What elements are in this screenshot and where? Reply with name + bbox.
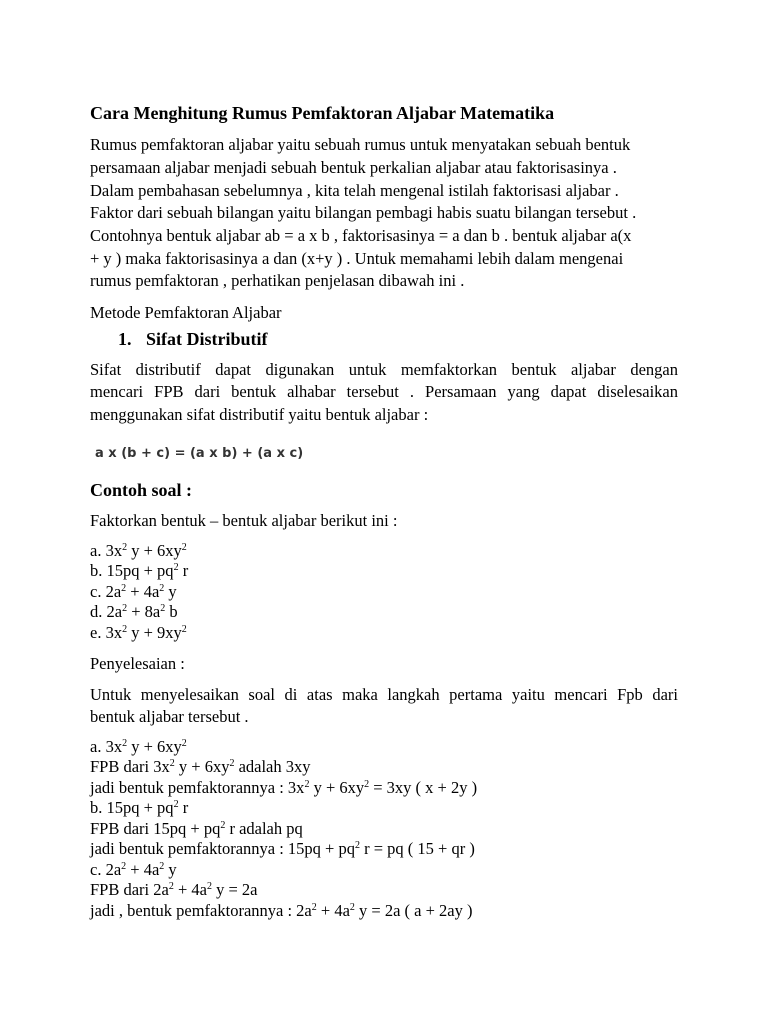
expr-text: + 4a xyxy=(173,880,207,899)
expr-text: jadi bentuk pemfaktorannya : 15pq + pq xyxy=(90,839,355,858)
expr-text: y + 6xy xyxy=(127,541,182,560)
exponent: 2 xyxy=(206,881,212,892)
exponent: 2 xyxy=(311,902,317,913)
exponent: 2 xyxy=(173,799,179,810)
exponent: 2 xyxy=(159,583,165,594)
exponent: 2 xyxy=(173,562,179,573)
expr-text: b. 15pq + pq xyxy=(90,561,174,580)
solution-line xyxy=(90,880,258,900)
expr-text: a. 3x xyxy=(90,737,123,756)
section-number: 1. xyxy=(118,329,132,349)
problem-item xyxy=(90,602,178,622)
problem-item xyxy=(90,561,188,581)
solution-line xyxy=(90,819,303,839)
intro-line: Faktor dari sebuah bilangan yaitu bilangan pembagi habis suatu bilangan tersebut . xyxy=(90,203,637,222)
expr-text: b. 15pq + pq xyxy=(90,798,174,817)
intro-line: Contohnya bentuk aljabar ab = a x b , faktorisasinya = a dan b . bentuk aljabar a(x xyxy=(90,226,632,245)
expr-text: + 8a xyxy=(127,602,161,621)
exponent: 2 xyxy=(181,542,187,553)
instruction-text: Faktorkan bentuk – bentuk aljabar berikut ini : xyxy=(90,511,398,530)
expr-text: FPB dari 3x xyxy=(90,757,170,776)
method-heading: Metode Pemfaktoran Aljabar xyxy=(90,303,282,322)
expr-text: jadi bentuk pemfaktorannya : 3x xyxy=(90,778,305,797)
expr-text: y = 2a ( a + 2ay ) xyxy=(354,901,473,920)
problem-item xyxy=(90,582,177,602)
solution-line xyxy=(90,839,475,859)
exponent: 2 xyxy=(160,603,166,614)
expr-text: e. 3x xyxy=(90,623,123,642)
exponent: 2 xyxy=(168,881,174,892)
exponent: 2 xyxy=(122,603,128,614)
exponent: 2 xyxy=(159,861,165,872)
solution-line xyxy=(90,757,311,777)
expr-text: FPB dari 2a xyxy=(90,880,169,899)
intro-line: rumus pemfaktoran , perhatikan penjelasan dibawah ini . xyxy=(90,271,465,290)
solution-line xyxy=(90,798,188,818)
exponent: 2 xyxy=(364,779,370,790)
example-heading: Contoh soal : xyxy=(90,480,193,500)
expr-text: y + 6xy xyxy=(309,778,365,797)
expr-text: r adalah pq xyxy=(225,819,303,838)
intro-line: Rumus pemfaktoran aljabar yaitu sebuah rumus untuk menyatakan sebuah bentuk xyxy=(90,135,631,154)
exponent: 2 xyxy=(304,779,310,790)
expr-text: d. 2a xyxy=(90,602,123,621)
distributive-line: Sifat distributif dapat digunakan untuk memfaktorkan bentuk aljabar dengan xyxy=(90,360,678,379)
expr-text: y + 9xy xyxy=(127,623,182,642)
exponent: 2 xyxy=(349,902,355,913)
exponent: 2 xyxy=(181,624,187,635)
expr-text: c. 2a xyxy=(90,582,122,601)
expr-text: c. 2a xyxy=(90,860,122,879)
expr-text: = 3xy ( x + 2y ) xyxy=(369,778,478,797)
solution-line xyxy=(90,737,187,757)
distributive-line: menggunakan sifat distributif yaitu bentuk aljabar : xyxy=(90,405,429,424)
expr-text: r xyxy=(178,798,189,817)
expr-text: y = 2a xyxy=(211,880,258,899)
expr-text: + 4a xyxy=(316,901,350,920)
expr-text: r = pq ( 15 + qr ) xyxy=(360,839,475,858)
expr-text: + 4a xyxy=(126,860,160,879)
expr-text: y + 6xy xyxy=(174,757,230,776)
expr-text: a. 3x xyxy=(90,541,123,560)
section-heading xyxy=(118,329,268,349)
intro-line: persamaan aljabar menjadi sebuah bentuk perkalian aljabar atau faktorisasinya . xyxy=(90,158,617,177)
exponent: 2 xyxy=(121,583,127,594)
exponent: 2 xyxy=(220,820,226,831)
expr-text: y + 6xy xyxy=(127,737,182,756)
problem-item xyxy=(90,623,187,643)
exponent: 2 xyxy=(122,738,128,749)
expr-text: adalah 3xy xyxy=(234,757,311,776)
distributive-line: mencari FPB dari bentuk alhabar tersebut . Persamaan yang dapat diselesaikan xyxy=(90,382,678,401)
solution-heading: Penyelesaian : xyxy=(90,654,185,673)
expr-text: + 4a xyxy=(126,582,160,601)
solution-intro-line: bentuk aljabar tersebut . xyxy=(90,707,249,726)
expr-text: jadi , bentuk pemfaktorannya : 2a xyxy=(90,901,312,920)
exponent: 2 xyxy=(181,738,187,749)
section-title: Sifat Distributif xyxy=(146,329,268,349)
solution-line xyxy=(90,901,472,921)
distributive-formula: a x (b + c) = (a x b) + (a x c) xyxy=(95,446,304,461)
solution-line xyxy=(90,860,177,880)
exponent: 2 xyxy=(122,624,128,635)
solution-line xyxy=(90,778,477,798)
expr-text: FPB dari 15pq + pq xyxy=(90,819,221,838)
exponent: 2 xyxy=(121,861,127,872)
exponent: 2 xyxy=(169,758,175,769)
exponent: 2 xyxy=(355,840,360,851)
intro-line: Dalam pembahasan sebelumnya , kita telah mengenal istilah faktorisasi aljabar . xyxy=(90,181,619,200)
expr-text: r xyxy=(178,561,189,580)
expr-text: y xyxy=(164,860,177,879)
document-title: Cara Menghitung Rumus Pemfaktoran Aljabar Matematika xyxy=(90,103,555,123)
intro-line: + y ) maka faktorisasinya a dan (x+y ) . Untuk memahami lebih dalam mengenai xyxy=(90,249,624,268)
expr-text: y xyxy=(164,582,177,601)
exponent: 2 xyxy=(122,542,128,553)
solution-intro-line: Untuk menyelesaikan soal di atas maka langkah pertama yaitu mencari Fpb dari xyxy=(90,685,678,704)
problem-item xyxy=(90,541,187,561)
expr-text: b xyxy=(165,602,178,621)
exponent: 2 xyxy=(229,758,235,769)
